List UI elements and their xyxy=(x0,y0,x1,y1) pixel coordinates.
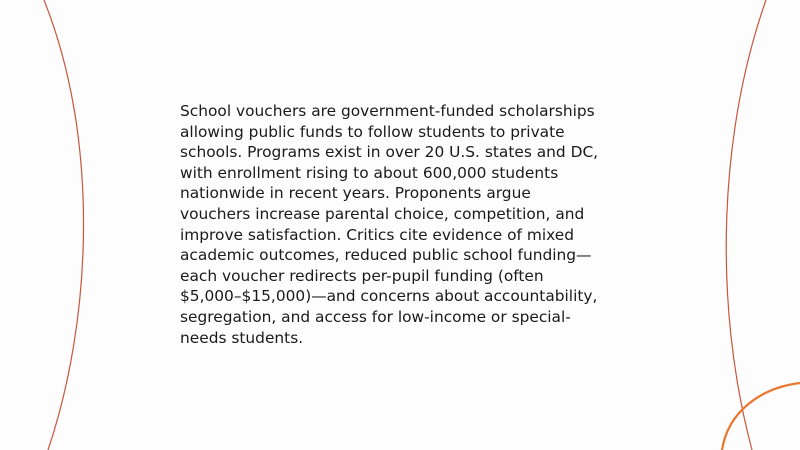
body-paragraph: School vouchers are government-funded scholarships allowing public funds to follow students to private schools. Programs exist in over 20 U.S. states and DC, with enrollment rising to about 600,000 students nationwide in recent years. Proponents argue vouchers increase parental choice, competition, and improve satisfaction. Critics cite evidence of mixed academic outcomes, reduced public school funding— each voucher redirects per-pupil funding (often $5,000–$15,000)—and concerns about accountability, segregation, and access for low-income or special- needs students. xyxy=(180,102,599,347)
left-curve xyxy=(44,0,84,450)
accent-arc xyxy=(722,383,800,450)
right-curve xyxy=(726,0,766,450)
